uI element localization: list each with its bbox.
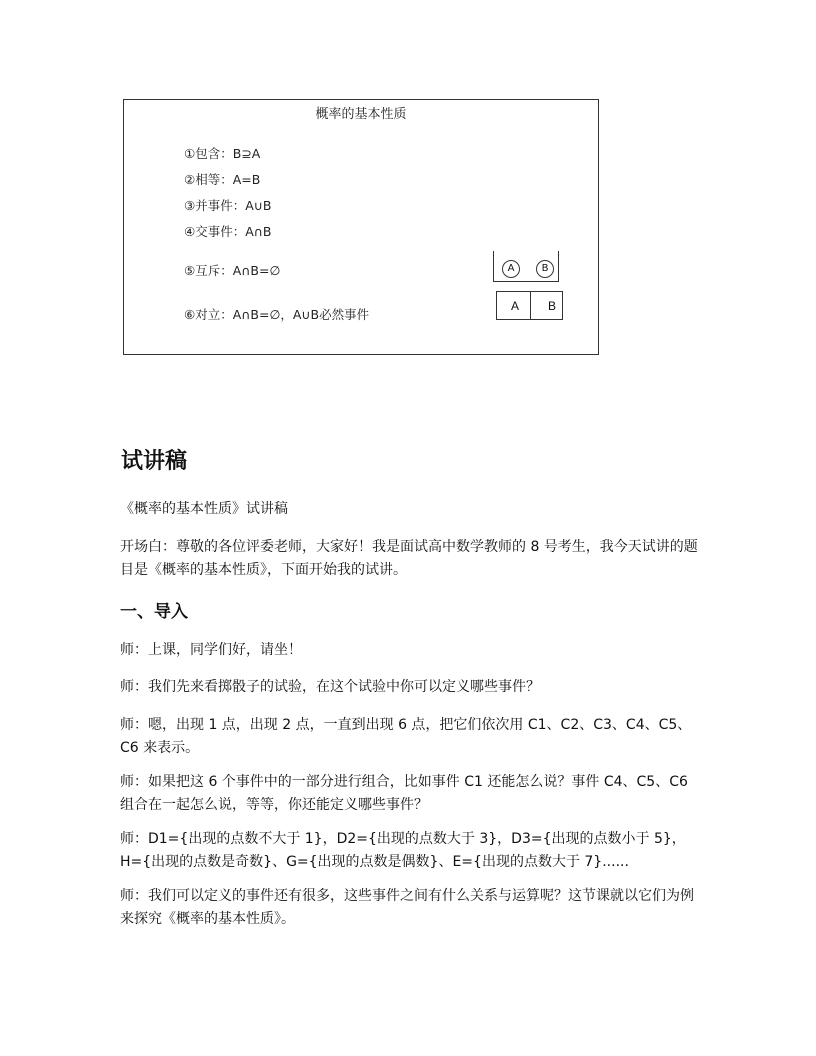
section-heading: 一、导入	[120, 602, 188, 622]
region-a: A	[511, 299, 520, 313]
region-b: B	[548, 299, 557, 313]
property-mutually-exclusive: ⑤互斥：A∩B=∅	[184, 263, 281, 278]
opening-paragraph: 开场白：尊敬的各位评委老师，大家好！我是面试高中数学教师的 8 号考生，我今天试讲的题目是《概率的基本性质》，下面开始我的试讲。	[120, 539, 698, 578]
paragraph: 师：我们可以定义的事件还有很多，这些事件之间有什么关系与运算呢？这节课就以它们为例来探究《概率的基本性质》。	[120, 888, 694, 927]
doc-subtitle: 《概率的基本性质》试讲稿	[120, 501, 288, 517]
property-intersection: ④交事件：A∩B	[184, 224, 272, 239]
blackboard-figure	[123, 99, 599, 355]
property-union: ③并事件：A∪B	[184, 198, 272, 213]
paragraph: 师：如果把这 6 个事件中的一部分进行组合，比如事件 C1 还能怎么说？事件 C4、C5、C6 组合在一起怎么说，等等，你还能定义哪些事件？	[120, 774, 688, 813]
property-complementary: ⑥对立：A∩B=∅，A∪B必然事件	[184, 307, 370, 322]
opposite-venn-diagram	[496, 291, 563, 320]
paragraph: 师：嗯，出现 1 点，出现 2 点，一直到出现 6 点，把它们依次用 C1、C2、C3、C4、C5、C6 来表示。	[120, 717, 692, 756]
page-heading: 试讲稿	[121, 449, 188, 474]
paragraph: 师：D1={出现的点数不大于 1}，D2={出现的点数大于 3}，D3={出现的点数小于 5}，H={出现的点数是奇数}、G={出现的点数是偶数}、E={出现的点数大于 7}......	[120, 831, 686, 870]
venn-divider	[530, 292, 531, 319]
property-equality: ②相等：A=B	[184, 172, 261, 187]
property-inclusion: ①包含：B⊇A	[184, 146, 261, 161]
mutex-venn-diagram	[493, 251, 559, 282]
figure-title: 概率的基本性质	[315, 107, 407, 122]
paragraph: 师：上课，同学们好，请坐！	[120, 642, 302, 658]
circle-a: A	[502, 260, 520, 278]
circle-b: B	[536, 260, 554, 278]
paragraph: 师：我们先来看掷骰子的试验，在这个试验中你可以定义哪些事件？	[120, 679, 540, 695]
